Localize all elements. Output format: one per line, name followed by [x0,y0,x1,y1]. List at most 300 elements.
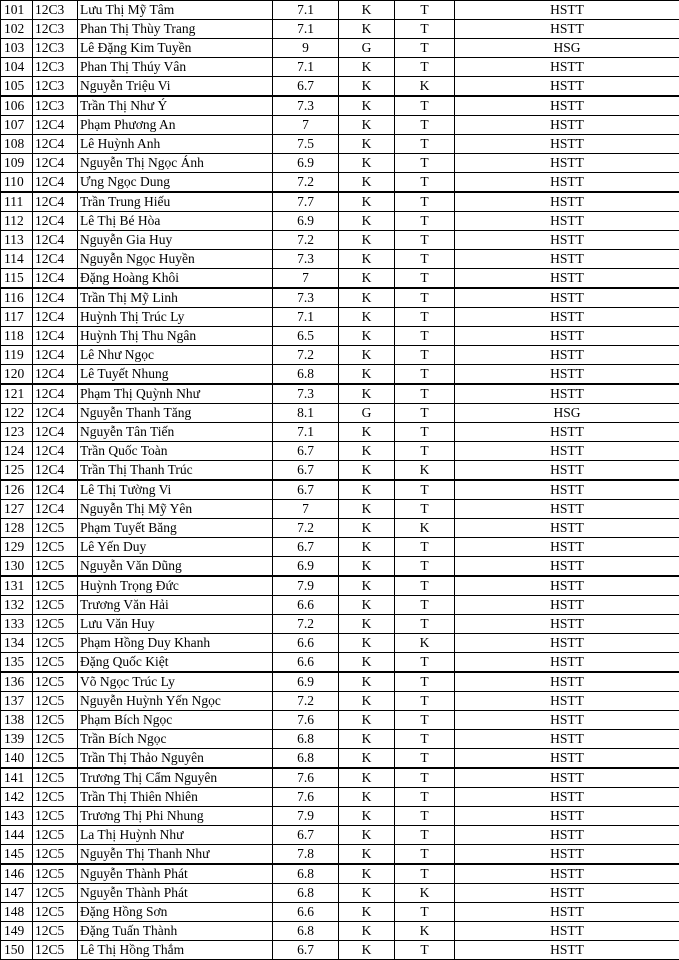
row-number: 104 [1,58,33,77]
student-name: La Thị Huỳnh Như [78,826,273,845]
academic-rank: K [339,308,395,327]
table-row [1,634,679,653]
student-name: Đặng Hồng Sơn [78,903,273,922]
classification: HSTT [455,173,679,193]
conduct-rank: T [395,576,455,596]
average-score: 6.9 [273,672,339,692]
classification: HSTT [455,96,679,116]
table-row [1,672,679,692]
conduct-rank: T [395,1,455,20]
table-row [1,212,679,231]
table-row [1,154,679,173]
academic-rank: K [339,423,395,442]
student-name: Huỳnh Thị Trúc Ly [78,308,273,327]
classification: HSTT [455,538,679,557]
row-number: 139 [1,730,33,749]
class-cell: 12C3 [33,77,78,97]
row-number: 131 [1,576,33,596]
row-number: 130 [1,557,33,577]
table-row [1,576,679,596]
class-cell: 12C4 [33,384,78,404]
classification: HSTT [455,615,679,634]
row-number: 147 [1,884,33,903]
conduct-rank: T [395,96,455,116]
table-row [1,39,679,58]
student-name: Đặng Hoàng Khôi [78,269,273,289]
average-score: 7.6 [273,711,339,730]
academic-rank: K [339,576,395,596]
table-row [1,768,679,788]
average-score: 6.8 [273,365,339,385]
row-number: 118 [1,327,33,346]
student-name: Phan Thị Thùy Trang [78,20,273,39]
conduct-rank: T [395,212,455,231]
conduct-rank: T [395,442,455,461]
student-name: Trương Văn Hải [78,596,273,615]
average-score: 6.9 [273,557,339,577]
conduct-rank: K [395,922,455,941]
row-number: 105 [1,77,33,97]
conduct-rank: T [395,807,455,826]
row-number: 143 [1,807,33,826]
conduct-rank: T [395,173,455,193]
class-cell: 12C5 [33,557,78,577]
conduct-rank: T [395,538,455,557]
average-score: 6.7 [273,77,339,97]
class-cell: 12C5 [33,768,78,788]
academic-rank: K [339,500,395,519]
academic-rank: K [339,154,395,173]
average-score: 6.8 [273,749,339,769]
student-name: Trần Bích Ngọc [78,730,273,749]
class-cell: 12C4 [33,461,78,481]
conduct-rank: K [395,77,455,97]
row-number: 145 [1,845,33,865]
row-number: 124 [1,442,33,461]
classification: HSTT [455,596,679,615]
row-number: 112 [1,212,33,231]
academic-rank: K [339,20,395,39]
table-row [1,269,679,289]
conduct-rank: T [395,250,455,269]
conduct-rank: T [395,365,455,385]
table-row [1,58,679,77]
academic-rank: K [339,653,395,673]
average-score: 7.3 [273,288,339,308]
student-name: Phạm Tuyết Băng [78,519,273,538]
class-cell: 12C5 [33,576,78,596]
class-cell: 12C4 [33,346,78,365]
classification: HSTT [455,461,679,481]
classification: HSTT [455,826,679,845]
average-score: 7.2 [273,173,339,193]
average-score: 7.1 [273,308,339,327]
average-score: 7.8 [273,845,339,865]
class-cell: 12C4 [33,288,78,308]
average-score: 6.9 [273,154,339,173]
table-row [1,788,679,807]
row-number: 117 [1,308,33,327]
table-row [1,135,679,154]
average-score: 7.5 [273,135,339,154]
average-score: 7.2 [273,692,339,711]
average-score: 7.1 [273,423,339,442]
conduct-rank: T [395,596,455,615]
classification: HSTT [455,653,679,673]
average-score: 6.9 [273,212,339,231]
academic-rank: K [339,58,395,77]
table-row [1,941,679,960]
row-number: 128 [1,519,33,538]
classification: HSG [455,39,679,58]
classification: HSTT [455,154,679,173]
conduct-rank: T [395,20,455,39]
student-name: Lê Thị Hồng Thắm [78,941,273,960]
table-row [1,461,679,481]
row-number: 101 [1,1,33,20]
classification: HSTT [455,384,679,404]
conduct-rank: T [395,384,455,404]
average-score: 7.9 [273,576,339,596]
classification: HSTT [455,365,679,385]
student-name: Lưu Văn Huy [78,615,273,634]
class-cell: 12C5 [33,653,78,673]
table-row [1,327,679,346]
student-name: Trương Thị Phi Nhung [78,807,273,826]
table-row [1,519,679,538]
class-cell: 12C4 [33,135,78,154]
classification: HSTT [455,1,679,20]
academic-rank: K [339,519,395,538]
academic-rank: K [339,135,395,154]
row-number: 137 [1,692,33,711]
classification: HSTT [455,903,679,922]
row-number: 121 [1,384,33,404]
conduct-rank: T [395,653,455,673]
academic-rank: K [339,480,395,500]
class-cell: 12C5 [33,884,78,903]
average-score: 6.8 [273,864,339,884]
table-row [1,500,679,519]
conduct-rank: T [395,941,455,960]
class-cell: 12C5 [33,845,78,865]
average-score: 7 [273,500,339,519]
academic-rank: K [339,615,395,634]
student-name: Nguyễn Thành Phát [78,864,273,884]
class-cell: 12C5 [33,711,78,730]
student-name: Lê Yến Duy [78,538,273,557]
average-score: 7.3 [273,96,339,116]
row-number: 114 [1,250,33,269]
academic-rank: K [339,634,395,653]
class-cell: 12C3 [33,96,78,116]
average-score: 7.1 [273,20,339,39]
academic-rank: K [339,269,395,289]
classification: HSTT [455,308,679,327]
classification: HSTT [455,672,679,692]
conduct-rank: T [395,557,455,577]
average-score: 7.1 [273,58,339,77]
student-name: Trần Thị Thanh Trúc [78,461,273,481]
conduct-rank: T [395,346,455,365]
student-name: Nguyễn Tân Tiến [78,423,273,442]
row-number: 120 [1,365,33,385]
row-number: 144 [1,826,33,845]
class-cell: 12C5 [33,903,78,922]
class-cell: 12C3 [33,58,78,77]
table-row [1,653,679,673]
conduct-rank: T [395,154,455,173]
table-row [1,116,679,135]
conduct-rank: K [395,519,455,538]
row-number: 111 [1,192,33,212]
table-row [1,442,679,461]
academic-rank: K [339,442,395,461]
classification: HSTT [455,519,679,538]
student-name: Phạm Phương An [78,116,273,135]
table-row [1,365,679,385]
class-cell: 12C5 [33,596,78,615]
row-number: 148 [1,903,33,922]
class-cell: 12C4 [33,365,78,385]
average-score: 7.3 [273,250,339,269]
table-row [1,826,679,845]
academic-rank: K [339,384,395,404]
classification: HSTT [455,768,679,788]
row-number: 125 [1,461,33,481]
row-number: 110 [1,173,33,193]
table-row [1,922,679,941]
academic-rank: K [339,941,395,960]
conduct-rank: T [395,768,455,788]
row-number: 129 [1,538,33,557]
row-number: 138 [1,711,33,730]
classification: HSTT [455,20,679,39]
table-row [1,557,679,577]
average-score: 7 [273,116,339,135]
academic-rank: K [339,116,395,135]
classification: HSTT [455,845,679,865]
conduct-rank: T [395,58,455,77]
class-cell: 12C5 [33,788,78,807]
class-cell: 12C4 [33,327,78,346]
table-row [1,384,679,404]
conduct-rank: T [395,788,455,807]
class-cell: 12C5 [33,519,78,538]
average-score: 6.6 [273,596,339,615]
academic-rank: K [339,250,395,269]
conduct-rank: T [395,615,455,634]
conduct-rank: T [395,500,455,519]
academic-rank: K [339,538,395,557]
class-cell: 12C5 [33,692,78,711]
table-row [1,596,679,615]
table-row [1,864,679,884]
student-name: Trương Thị Cẩm Nguyên [78,768,273,788]
student-name: Đặng Tuấn Thành [78,922,273,941]
class-cell: 12C5 [33,730,78,749]
average-score: 7.6 [273,788,339,807]
average-score: 6.6 [273,903,339,922]
table-row [1,749,679,769]
student-name: Lê Thị Bé Hòa [78,212,273,231]
academic-rank: K [339,768,395,788]
conduct-rank: T [395,826,455,845]
table-row [1,615,679,634]
student-name: Nguyễn Ngọc Huyền [78,250,273,269]
classification: HSTT [455,77,679,97]
student-name: Trần Trung Hiếu [78,192,273,212]
student-name: Nguyễn Thị Thanh Như [78,845,273,865]
classification: HSTT [455,327,679,346]
class-cell: 12C5 [33,538,78,557]
academic-rank: K [339,173,395,193]
student-name: Nguyễn Triệu Vi [78,77,273,97]
row-number: 134 [1,634,33,653]
classification: HSTT [455,231,679,250]
table-row [1,903,679,922]
conduct-rank: T [395,327,455,346]
conduct-rank: T [395,692,455,711]
class-cell: 12C4 [33,250,78,269]
student-name: Nguyễn Thành Phát [78,884,273,903]
academic-rank: K [339,557,395,577]
student-name: Nguyễn Thanh Tăng [78,404,273,423]
average-score: 6.7 [273,442,339,461]
table-row [1,480,679,500]
classification: HSTT [455,922,679,941]
academic-rank: K [339,192,395,212]
academic-rank: K [339,884,395,903]
table-row [1,250,679,269]
classification: HSTT [455,480,679,500]
average-score: 6.7 [273,826,339,845]
academic-rank: K [339,96,395,116]
average-score: 7.1 [273,1,339,20]
conduct-rank: K [395,634,455,653]
conduct-rank: T [395,749,455,769]
table-row [1,346,679,365]
conduct-rank: K [395,461,455,481]
academic-rank: K [339,327,395,346]
student-name: Nguyễn Thị Mỹ Yên [78,500,273,519]
class-cell: 12C5 [33,615,78,634]
student-name: Huỳnh Trọng Đức [78,576,273,596]
classification: HSTT [455,692,679,711]
conduct-rank: T [395,404,455,423]
academic-rank: K [339,365,395,385]
academic-rank: K [339,461,395,481]
classification: HSTT [455,116,679,135]
classification: HSTT [455,711,679,730]
average-score: 6.7 [273,461,339,481]
conduct-rank: T [395,423,455,442]
row-number: 126 [1,480,33,500]
classification: HSTT [455,58,679,77]
average-score: 6.7 [273,538,339,557]
class-cell: 12C4 [33,308,78,327]
average-score: 7.7 [273,192,339,212]
class-cell: 12C4 [33,192,78,212]
student-name: Phạm Thị Quỳnh Như [78,384,273,404]
row-number: 140 [1,749,33,769]
average-score: 6.5 [273,327,339,346]
row-number: 149 [1,922,33,941]
student-name: Lê Như Ngọc [78,346,273,365]
classification: HSTT [455,135,679,154]
table-row [1,807,679,826]
row-number: 146 [1,864,33,884]
class-cell: 12C4 [33,154,78,173]
academic-rank: K [339,231,395,250]
conduct-rank: T [395,135,455,154]
classification: HSTT [455,864,679,884]
class-cell: 12C5 [33,672,78,692]
classification: HSTT [455,442,679,461]
class-cell: 12C4 [33,442,78,461]
row-number: 135 [1,653,33,673]
table-row [1,288,679,308]
class-cell: 12C4 [33,423,78,442]
student-name: Nguyễn Văn Dũng [78,557,273,577]
classification: HSTT [455,192,679,212]
average-score: 7.2 [273,346,339,365]
academic-rank: K [339,77,395,97]
classification: HSTT [455,423,679,442]
classification: HSTT [455,941,679,960]
academic-rank: K [339,288,395,308]
class-cell: 12C4 [33,212,78,231]
student-name: Trần Thị Như Ý [78,96,273,116]
student-name: Lưu Thị Mỹ Tâm [78,1,273,20]
class-cell: 12C4 [33,269,78,289]
class-cell: 12C5 [33,826,78,845]
classification: HSTT [455,500,679,519]
academic-rank: K [339,845,395,865]
academic-rank: K [339,922,395,941]
classification: HSTT [455,250,679,269]
table-row [1,1,679,20]
table-row [1,231,679,250]
student-name: Nguyễn Huỳnh Yến Ngọc [78,692,273,711]
academic-rank: K [339,730,395,749]
student-name: Trần Thị Thảo Nguyên [78,749,273,769]
table-row [1,711,679,730]
conduct-rank: T [395,672,455,692]
average-score: 7.2 [273,231,339,250]
student-name: Lê Huỳnh Anh [78,135,273,154]
academic-rank: G [339,404,395,423]
academic-rank: K [339,749,395,769]
row-number: 113 [1,231,33,250]
academic-rank: K [339,596,395,615]
average-score: 6.8 [273,730,339,749]
row-number: 127 [1,500,33,519]
student-name: Trần Thị Thiên Nhiên [78,788,273,807]
table-row [1,884,679,903]
academic-rank: K [339,711,395,730]
student-name: Đặng Quốc Kiệt [78,653,273,673]
average-score: 8.1 [273,404,339,423]
class-cell: 12C5 [33,864,78,884]
conduct-rank: T [395,192,455,212]
row-number: 136 [1,672,33,692]
class-cell: 12C5 [33,807,78,826]
classification: HSTT [455,749,679,769]
row-number: 132 [1,596,33,615]
table-row [1,192,679,212]
classification: HSTT [455,730,679,749]
